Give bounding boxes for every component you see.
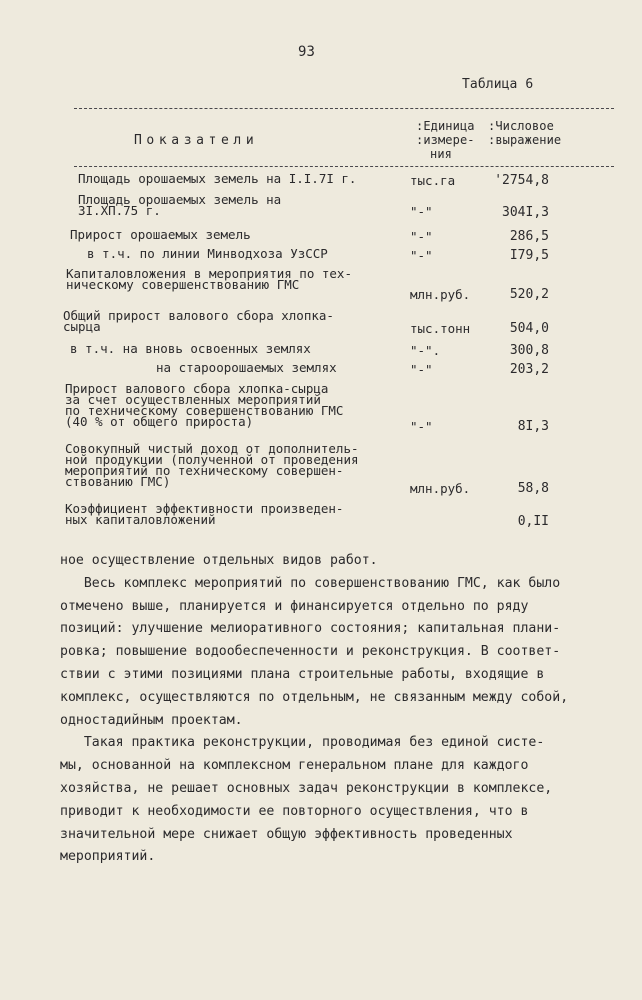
row-label-line: ническому совершенствованию ГМС bbox=[66, 277, 300, 292]
row-label-line: в т.ч. по линии Минводхоза УзССР bbox=[87, 246, 328, 261]
body-text-line: ровка; повышение водообеспеченности и реконструкция. В соответ- bbox=[60, 644, 561, 660]
row-unit: "-" bbox=[410, 229, 433, 244]
row-value: 520,2 bbox=[509, 287, 549, 302]
row-unit: "-" bbox=[410, 248, 433, 263]
column-header-unit-2: :измере- bbox=[416, 133, 475, 147]
row-value: '2754,8 bbox=[494, 173, 549, 188]
row-label-line: ных капиталовложений bbox=[65, 512, 216, 527]
row-value: 0,II bbox=[517, 514, 549, 529]
body-text-line: хозяйства, не решает основных задач реконструкции в комплексе, bbox=[60, 781, 553, 796]
row-label-line: Коэффициент эффективности произведен- bbox=[65, 501, 344, 516]
row-unit: "-" bbox=[410, 419, 433, 434]
body-text-line: мы, основанной на комплексном генеральном плане для каждого bbox=[60, 758, 529, 774]
row-value: 300,8 bbox=[509, 343, 549, 358]
row-unit: млн.руб. bbox=[410, 287, 471, 302]
row-unit: тыс.тонн bbox=[410, 321, 471, 336]
row-label-line: (40 % от общего прироста) bbox=[65, 414, 254, 429]
body-text-line: позиций: улучшение мелиоративного состояния; капитальная плани- bbox=[60, 621, 561, 637]
row-value: 304I,3 bbox=[502, 205, 549, 220]
row-label-line: по техническому совершенствованию ГМС bbox=[65, 403, 344, 418]
body-text-line: Такая практика реконструкции, проводимая без единой систе- bbox=[60, 735, 545, 751]
row-unit: "-" bbox=[410, 362, 433, 377]
row-unit: тыс.га bbox=[410, 173, 456, 188]
row-label-line: на староорошаемых землях bbox=[156, 360, 337, 375]
row-label-line: ной продукции (полученной от проведения bbox=[65, 452, 359, 467]
row-label-line: Площадь орошаемых земель на bbox=[78, 192, 282, 207]
table-title: Таблица 6 bbox=[462, 77, 534, 92]
row-label-line: за счет осуществленных мероприятий bbox=[65, 392, 321, 407]
body-text-line: отмечено выше, планируется и финансируется отдельно по ряду bbox=[60, 598, 529, 614]
row-unit: "-". bbox=[410, 343, 441, 358]
row-label-line: Совокупный чистый доход от дополнитель- bbox=[65, 441, 359, 456]
row-label-line: сырца bbox=[63, 319, 101, 334]
column-header-value-1: :Числовое bbox=[488, 119, 554, 133]
body-text-line: ное осуществление отдельных видов работ. bbox=[60, 553, 378, 568]
body-text-line: Весь комплекс мероприятий по совершенствованию ГМС, как было bbox=[60, 575, 561, 591]
body-text-line: мероприятий. bbox=[60, 849, 156, 865]
body-text-line: комплекс, осуществляются по отдельным, не связанным между собой, bbox=[60, 689, 569, 705]
row-label-line: ствованию ГМС) bbox=[65, 474, 171, 489]
row-value: 8I,3 bbox=[517, 419, 549, 434]
row-value: 203,2 bbox=[509, 362, 549, 377]
column-header-unit-1: :Единица bbox=[416, 119, 475, 133]
body-text-line: приводит к необходимости ее повторного осуществления, что в bbox=[60, 803, 529, 819]
row-unit: "-" bbox=[410, 204, 433, 219]
row-value: I79,5 bbox=[509, 248, 549, 263]
row-label-line: Прирост валового сбора хлопка-сырца bbox=[65, 381, 329, 396]
row-value: 58,8 bbox=[517, 481, 549, 496]
table-top-rule bbox=[74, 108, 614, 109]
row-label-line: Площадь орошаемых земель на I.I.7I г. bbox=[78, 171, 357, 186]
row-label-line: Общий прирост валового сбора хлопка- bbox=[63, 308, 334, 323]
column-header-indicators: Показатели bbox=[134, 133, 259, 148]
column-header-value-2: :выражение bbox=[488, 133, 562, 147]
page-number: 93 bbox=[298, 44, 316, 60]
body-text-line: ствии с этими позициями плана строительные работы, входящие в bbox=[60, 667, 545, 682]
row-value: 504,0 bbox=[509, 321, 549, 336]
row-label-line: Капиталовложения в мероприятия по тех- bbox=[66, 266, 352, 281]
row-label-line: Прирост орошаемых земель bbox=[70, 227, 251, 242]
column-header-unit-3: ния bbox=[430, 147, 452, 161]
table-header-rule bbox=[74, 166, 614, 167]
row-unit: млн.руб. bbox=[410, 481, 471, 496]
row-label-line: мероприятий по техническому совершен- bbox=[65, 463, 344, 478]
body-text-line: значительной мере снижает общую эффективность проведенных bbox=[60, 826, 513, 842]
row-label-line: 3I.ХП.75 г. bbox=[78, 203, 161, 218]
row-label-line: в т.ч. на вновь освоенных землях bbox=[70, 341, 311, 356]
row-value: 286,5 bbox=[509, 229, 549, 244]
body-text-line: одностадийным проектам. bbox=[60, 712, 243, 728]
